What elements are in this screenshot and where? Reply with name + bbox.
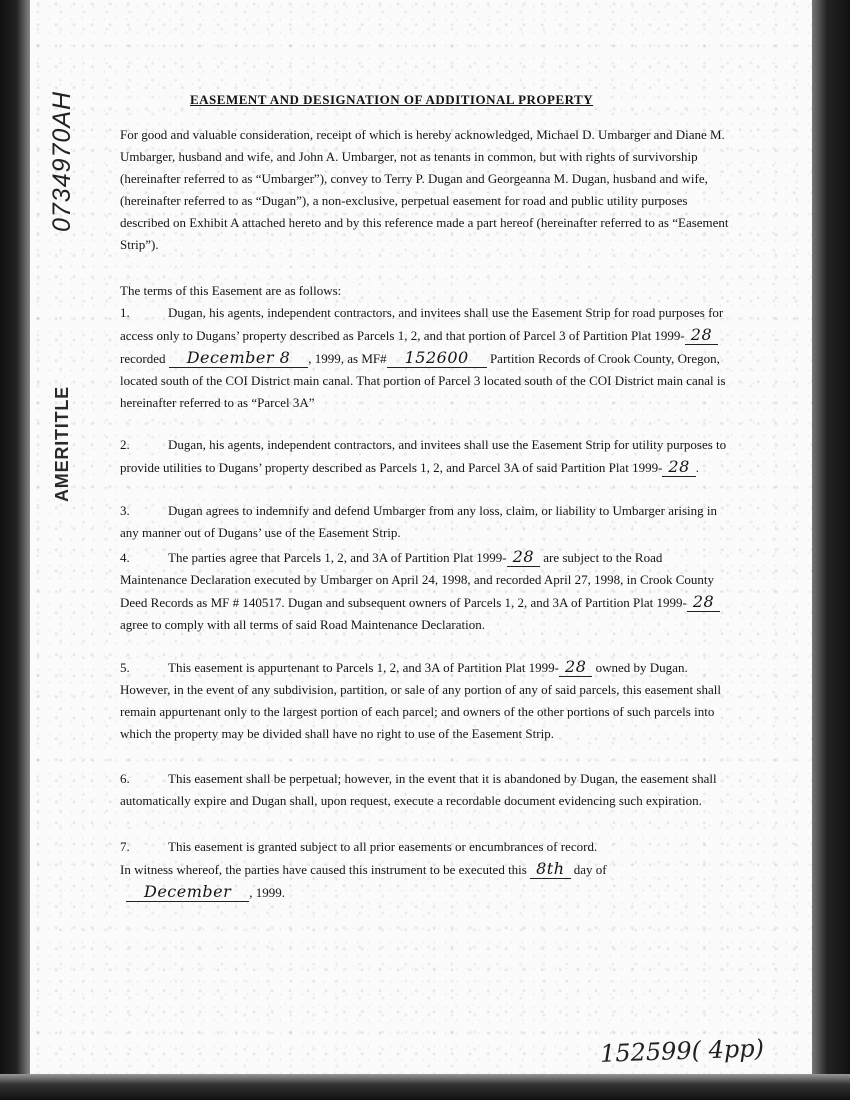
- execution-year: , 1999.: [249, 885, 286, 900]
- term-1-text-d: Partition Records of Crook County, Oregon, located south of the COI District main canal. That portion of Parcel 3 located south of the COI District main canal is hereinafter referred to as “Parcel 3A”: [120, 351, 726, 410]
- terms-heading: The terms of this Easement are as follows:: [120, 283, 342, 298]
- term-2-text-a: Dugan, his agents, independent contractors, and invitees shall use the Easement Strip for utility purposes to provide utilities to Dugans’ property described as Parcels 1, 2, and Parcel 3A of said Partition Plat 1999-: [120, 437, 727, 475]
- plat-number-fill: 28: [687, 592, 720, 612]
- ameritite-side-label: AMERITITLE: [52, 386, 72, 502]
- mf-number-fill: 152600: [387, 348, 487, 368]
- record-date-fill: December 8: [169, 348, 309, 368]
- plat-number-fill: 28: [662, 457, 695, 477]
- term-1-text-c: , 1999, as MF#: [308, 351, 387, 366]
- term-1-text-b: recorded: [120, 351, 166, 366]
- term-4-text-a: The parties agree that Parcels 1, 2, and 3A of Partition Plat 1999-: [168, 550, 507, 565]
- term-number: 7.: [120, 839, 130, 854]
- term-5-text-a: This easement is appurtenant to Parcels 1, 2, and 3A of Partition Plat 1999-: [168, 660, 560, 675]
- term-2-text-b: .: [695, 460, 700, 475]
- plat-number-fill: 28: [685, 325, 718, 345]
- document-title: EASEMENT AND DESIGNATION OF ADDITIONAL PROPERTY: [190, 92, 594, 107]
- term-2: [120, 434, 732, 479]
- execution-month-fill: December: [126, 882, 249, 902]
- term-number: 4.: [120, 550, 130, 565]
- term-3: [120, 500, 732, 544]
- witness-line: [120, 858, 730, 881]
- witness-text-a: In witness whereof, the parties have caused this instrument to be executed this: [120, 862, 527, 877]
- term-3-text: Dugan agrees to indemnify and defend Umbarger from any loss, claim, or liability to Umbarger arising in any manner out of Dugans’ use of the Easement Strip.: [120, 503, 717, 540]
- term-4-text-c: agree to comply with all terms of said Road Maintenance Declaration.: [120, 617, 485, 632]
- term-1-text-a: Dugan, his agents, independent contractors, and invitees shall use the Easement Strip for road purposes for access only to Dugans’ property described as Parcels 1, 2, and that portion of Parcel 3 of Partition Plat 1999-: [120, 305, 724, 343]
- margin-stamp: 0734970AH: [48, 90, 76, 232]
- term-4-text-b: are subject to the Road Maintenance Declaration executed by Umbarger on April 24, 1998, and recorded April 27, 1998, in Crook County Deed Records as MF # 140517. Dugan and subsequent owners of Parcels 1, 2, and 3A of Partition Plat 1999-: [120, 550, 715, 610]
- execution-day-fill: 8th: [530, 859, 570, 879]
- witness-text-b: day of: [573, 862, 607, 877]
- term-number: 3.: [120, 503, 130, 518]
- execution-date-line: [126, 881, 426, 904]
- right-scan-edge: [812, 0, 850, 1100]
- handwritten-footer-note: 152599( 4pp): [599, 1034, 765, 1068]
- term-7-text: This easement is granted subject to all prior easements or encumbrances of record.: [168, 839, 598, 854]
- term-5: [120, 656, 732, 745]
- intro-paragraph: For good and valuable consideration, receipt of which is hereby acknowledged, Michael D. Umbarger and Diane M. Umbarger, husband and wife, and John A. Umbarger, not as tenants in common, but with rights of survivorship (hereinafter referred to as “Umbarger”), convey to Terry P. Dugan and Georgeanna M. Dugan, husband and wife, (hereinafter referred to as “Dugan”), a non-exclusive, perpetual easement for road and public utility purposes described on Exhibit A attached hereto and by this reference made a part hereof (hereinafter referred to as “Easement Strip”).: [120, 127, 729, 252]
- term-1: [120, 302, 732, 414]
- bottom-scan-edge: [0, 1074, 850, 1100]
- term-6-text: This easement shall be perpetual; however, in the event that it is abandoned by Dugan, the easement shall automatically expire and Dugan shall, upon request, execute a recordable document evidencing such expiration.: [120, 771, 717, 808]
- term-number: 5.: [120, 660, 130, 675]
- term-7: [120, 836, 732, 858]
- plat-number-fill: 28: [507, 547, 540, 567]
- plat-number-fill: 28: [559, 657, 592, 677]
- term-5-text-b: owned by Dugan. However, in the event of any subdivision, partition, or sale of any portion of any of said parcels, this easement shall remain appurtenant only to the largest portion of each parcel; and owners of the other portions of such parcels into which the property may be divided shall have no right to use of the Easement Strip.: [120, 660, 721, 741]
- term-6: [120, 768, 732, 812]
- term-number: 1.: [120, 305, 130, 320]
- left-scan-edge: [0, 0, 30, 1100]
- term-4: [120, 546, 732, 636]
- term-number: 6.: [120, 771, 130, 786]
- term-number: 2.: [120, 437, 130, 452]
